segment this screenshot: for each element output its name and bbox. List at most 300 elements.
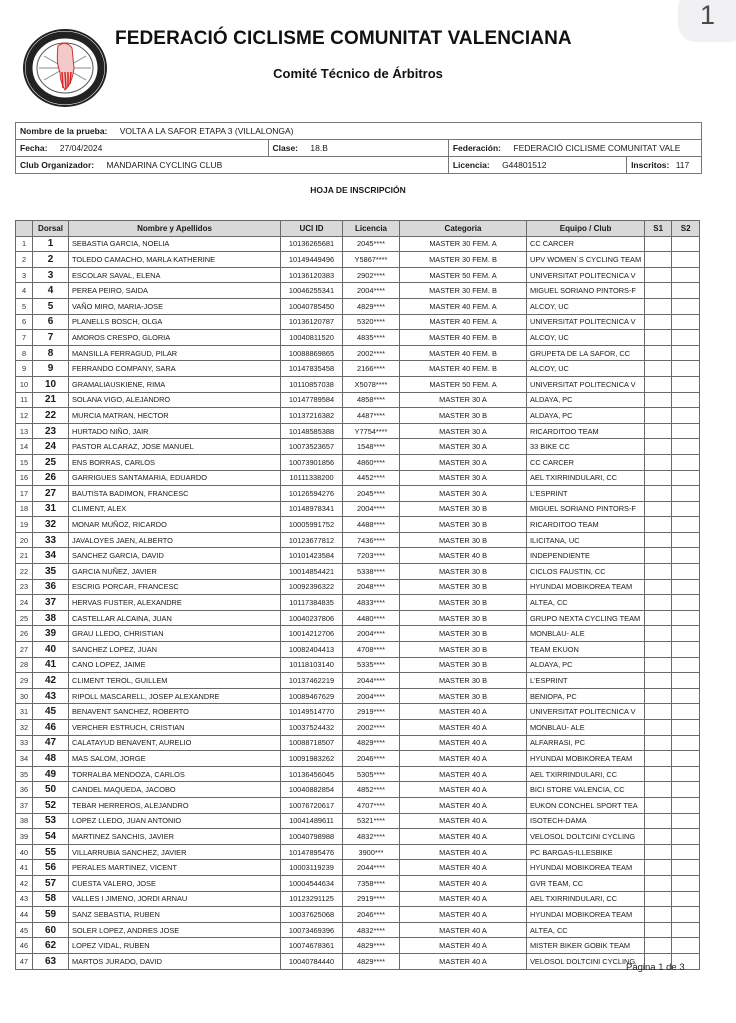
category: MASTER 30 FEM. B <box>400 252 527 268</box>
s2-cell <box>672 267 700 283</box>
class-value: 18.B <box>310 143 328 153</box>
s2-cell <box>672 298 700 314</box>
table-body <box>16 236 700 969</box>
table-row <box>16 688 700 704</box>
row-index: 29 <box>16 673 33 689</box>
dorsal: 21 <box>33 392 69 408</box>
rider-name: MAS SALOM, JORGE <box>69 751 281 767</box>
team: VELOSOL DOLTCINI CYCLING <box>527 953 645 969</box>
s2-cell <box>672 330 700 346</box>
category: MASTER 40 A <box>400 751 527 767</box>
team: AEL TXIRRINDULARI, CC <box>527 891 645 907</box>
team: BICI STORE VALENCIA, CC <box>527 782 645 798</box>
table-row <box>16 376 700 392</box>
s2-cell <box>672 610 700 626</box>
rider-name: PLANELLS BOSCH, OLGA <box>69 314 281 330</box>
team: HYUNDAI MOBIKOREA TEAM <box>527 907 645 923</box>
s1-cell <box>645 439 672 455</box>
table-row <box>16 236 700 252</box>
s2-cell <box>672 392 700 408</box>
team: HYUNDAI MOBIKOREA TEAM <box>527 579 645 595</box>
category: MASTER 40 FEM. A <box>400 298 527 314</box>
table-row <box>16 283 700 299</box>
date-label: Fecha: <box>20 143 48 153</box>
team: 33 BIKE CC <box>527 439 645 455</box>
team: CC CARCER <box>527 454 645 470</box>
rider-name: RIPOLL MASCARELL, JOSEP ALEXANDRE <box>69 688 281 704</box>
s2-cell <box>672 844 700 860</box>
rider-name: BAUTISTA BADIMON, FRANCESC <box>69 486 281 502</box>
table-row <box>16 392 700 408</box>
rider-name: SANZ SEBASTIA, RUBEN <box>69 907 281 923</box>
s2-cell <box>672 751 700 767</box>
uci-id: 10003119239 <box>281 860 343 876</box>
row-index: 16 <box>16 470 33 486</box>
dorsal: 9 <box>33 361 69 377</box>
s1-cell <box>645 797 672 813</box>
category: MASTER 40 A <box>400 766 527 782</box>
table-row <box>16 642 700 658</box>
licence: 4452**** <box>343 470 400 486</box>
rider-name: CUESTA VALERO, JOSE <box>69 875 281 891</box>
row-index: 22 <box>16 564 33 580</box>
rider-name: MANSILLA FERRAGUD, PILAR <box>69 345 281 361</box>
table-row <box>16 361 700 377</box>
dorsal: 39 <box>33 626 69 642</box>
dorsal: 7 <box>33 330 69 346</box>
uci-id: 10126594276 <box>281 486 343 502</box>
rider-name: GRAMALIAUSKIENE, RIMA <box>69 376 281 392</box>
uci-id: 10147789584 <box>281 392 343 408</box>
rider-name: CASTELLAR ALCAINA, JUAN <box>69 610 281 626</box>
team: INDEPENDIENTE <box>527 548 645 564</box>
row-index: 37 <box>16 797 33 813</box>
uci-id: 10136456045 <box>281 766 343 782</box>
dorsal: 36 <box>33 579 69 595</box>
s1-cell <box>645 376 672 392</box>
licence: 4487**** <box>343 408 400 424</box>
s2-cell <box>672 579 700 595</box>
uci-id: 10110857038 <box>281 376 343 392</box>
uci-id: 10073469396 <box>281 922 343 938</box>
rider-name: ESCRIG PORCAR, FRANCESC <box>69 579 281 595</box>
s2-cell <box>672 642 700 658</box>
team: HYUNDAI MOBIKOREA TEAM <box>527 751 645 767</box>
table-row <box>16 564 700 580</box>
team: MIGUEL SORIANO PINTORS-F <box>527 283 645 299</box>
dorsal: 38 <box>33 610 69 626</box>
category: MASTER 40 FEM. A <box>400 314 527 330</box>
s1-cell <box>645 283 672 299</box>
licence: Y5867**** <box>343 252 400 268</box>
row-index: 39 <box>16 829 33 845</box>
row-index: 43 <box>16 891 33 907</box>
s1-cell <box>645 361 672 377</box>
s1-cell <box>645 688 672 704</box>
row-index: 25 <box>16 610 33 626</box>
category: MASTER 40 A <box>400 735 527 751</box>
uci-id: 10137462219 <box>281 673 343 689</box>
licence-label: Licencia: <box>452 160 490 170</box>
s2-cell <box>672 860 700 876</box>
dorsal: 24 <box>33 439 69 455</box>
s1-cell <box>645 501 672 517</box>
category: MASTER 30 B <box>400 408 527 424</box>
rider-name: MARTOS JURADO, DAVID <box>69 953 281 969</box>
s1-cell <box>645 252 672 268</box>
category: MASTER 40 A <box>400 891 527 907</box>
dorsal: 56 <box>33 860 69 876</box>
s1-cell <box>645 236 672 252</box>
s1-cell <box>645 735 672 751</box>
dorsal: 50 <box>33 782 69 798</box>
row-index: 5 <box>16 298 33 314</box>
rider-name: SEBASTIA GARCIA, NOELIA <box>69 236 281 252</box>
s2-cell <box>672 252 700 268</box>
dorsal: 23 <box>33 423 69 439</box>
licence: 3900*** <box>343 844 400 860</box>
row-index: 11 <box>16 392 33 408</box>
uci-id: 10123291125 <box>281 891 343 907</box>
team: ALDAYA, PC <box>527 408 645 424</box>
uci-id: 10148585388 <box>281 423 343 439</box>
category: MASTER 40 A <box>400 922 527 938</box>
s1-cell <box>645 423 672 439</box>
row-index: 35 <box>16 766 33 782</box>
row-index: 10 <box>16 376 33 392</box>
category: MASTER 30 B <box>400 626 527 642</box>
table-row <box>16 673 700 689</box>
team: MIGUEL SORIANO PINTORS-F <box>527 501 645 517</box>
s1-cell <box>645 860 672 876</box>
category: MASTER 40 FEM. B <box>400 361 527 377</box>
s1-cell <box>645 657 672 673</box>
licence: 1548**** <box>343 439 400 455</box>
team: EUKON CONCHEL SPORT TEA <box>527 797 645 813</box>
uci-id: 10147835458 <box>281 361 343 377</box>
row-index: 17 <box>16 486 33 502</box>
rider-name: PERALES MARTINEZ, VICENT <box>69 860 281 876</box>
rider-name: GARCIA NUÑEZ, JAVIER <box>69 564 281 580</box>
dorsal: 26 <box>33 470 69 486</box>
team: VELOSOL DOLTCINI CYCLING <box>527 829 645 845</box>
row-index: 46 <box>16 938 33 954</box>
team: RICARDITOO TEAM <box>527 517 645 533</box>
rider-name: SOLER LOPEZ, ANDRES JOSE <box>69 922 281 938</box>
table-row <box>16 454 700 470</box>
category: MASTER 40 A <box>400 813 527 829</box>
rider-name: SANCHEZ GARCIA, DAVID <box>69 548 281 564</box>
col-header-licence: Licencia <box>343 221 400 237</box>
category: MASTER 30 B <box>400 642 527 658</box>
rider-name: CLIMENT TEROL, GUILLEM <box>69 673 281 689</box>
rider-name: MARTINEZ SANCHIS, JAVIER <box>69 829 281 845</box>
dorsal: 2 <box>33 252 69 268</box>
table-row <box>16 860 700 876</box>
licence: 4829**** <box>343 938 400 954</box>
s1-cell <box>645 548 672 564</box>
dorsal: 46 <box>33 720 69 736</box>
org-title: FEDERACIÓ CICLISME COMUNITAT VALENCIANA <box>115 28 572 49</box>
s1-cell <box>645 517 672 533</box>
uci-id: 10148978341 <box>281 501 343 517</box>
s2-cell <box>672 345 700 361</box>
rider-name: HURTADO NIÑO, JAIR <box>69 423 281 439</box>
category: MASTER 40 A <box>400 720 527 736</box>
licence: 5321**** <box>343 813 400 829</box>
dorsal: 55 <box>33 844 69 860</box>
class-label: Clase: <box>272 143 299 153</box>
row-index: 6 <box>16 314 33 330</box>
uci-id: 10040784440 <box>281 953 343 969</box>
table-row <box>16 532 700 548</box>
table-row <box>16 345 700 361</box>
row-index: 9 <box>16 361 33 377</box>
table-row <box>16 314 700 330</box>
s1-cell <box>645 875 672 891</box>
licence: 2902**** <box>343 267 400 283</box>
col-header-index <box>16 221 33 237</box>
category: MASTER 30 FEM. A <box>400 236 527 252</box>
s2-cell <box>672 766 700 782</box>
s2-cell <box>672 501 700 517</box>
licence: 2919**** <box>343 704 400 720</box>
uci-id: 10040785450 <box>281 298 343 314</box>
category: MASTER 30 B <box>400 532 527 548</box>
s1-cell <box>645 673 672 689</box>
dorsal: 53 <box>33 813 69 829</box>
row-index: 36 <box>16 782 33 798</box>
uci-id: 10037625068 <box>281 907 343 923</box>
licence: 7436**** <box>343 532 400 548</box>
uci-id: 10123677812 <box>281 532 343 548</box>
s2-cell <box>672 797 700 813</box>
uci-id: 10040811520 <box>281 330 343 346</box>
race-name-cell <box>16 123 702 140</box>
team: ALCOY, UC <box>527 298 645 314</box>
s1-cell <box>645 486 672 502</box>
team: AEL TXIRRINDULARI, CC <box>527 470 645 486</box>
table-row <box>16 486 700 502</box>
row-index: 33 <box>16 735 33 751</box>
licence: 2004**** <box>343 688 400 704</box>
s1-cell <box>645 532 672 548</box>
dorsal: 54 <box>33 829 69 845</box>
licence: 4858**** <box>343 392 400 408</box>
uci-id: 10088718507 <box>281 735 343 751</box>
category: MASTER 50 FEM. A <box>400 376 527 392</box>
rider-name: SOLANA VIGO, ALEJANDRO <box>69 392 281 408</box>
dorsal: 37 <box>33 595 69 611</box>
row-index: 31 <box>16 704 33 720</box>
table-header-row <box>16 221 700 237</box>
dorsal: 32 <box>33 517 69 533</box>
uci-id: 10136120787 <box>281 314 343 330</box>
s1-cell <box>645 330 672 346</box>
table-row <box>16 922 700 938</box>
page-indicator: Página 1 de 3 <box>626 962 685 973</box>
uci-id: 10005991752 <box>281 517 343 533</box>
row-index: 41 <box>16 860 33 876</box>
registration-table <box>15 220 700 970</box>
uci-id: 10014854421 <box>281 564 343 580</box>
uci-id: 10040237806 <box>281 610 343 626</box>
team: ALTEA, CC <box>527 595 645 611</box>
col-header-dorsal: Dorsal <box>33 221 69 237</box>
page-number-badge: 1 <box>678 0 736 42</box>
rider-name: VILLARRUBIA SANCHEZ, JAVIER <box>69 844 281 860</box>
s1-cell <box>645 813 672 829</box>
licence-value: G44801512 <box>502 160 547 170</box>
row-index: 7 <box>16 330 33 346</box>
category: MASTER 40 A <box>400 875 527 891</box>
col-header-uci-id: UCI ID <box>281 221 343 237</box>
rider-name: TORRALBA MENDOZA, CARLOS <box>69 766 281 782</box>
s1-cell <box>645 454 672 470</box>
team: ALCOY, UC <box>527 330 645 346</box>
licence: 4829**** <box>343 953 400 969</box>
licence: 2919**** <box>343 891 400 907</box>
s2-cell <box>672 704 700 720</box>
rider-name: SANCHEZ LOPEZ, JUAN <box>69 642 281 658</box>
dorsal: 60 <box>33 922 69 938</box>
rider-name: HERVAS FUSTER, ALEXANDRE <box>69 595 281 611</box>
licence: 2044**** <box>343 860 400 876</box>
table-row <box>16 439 700 455</box>
s2-cell <box>672 361 700 377</box>
licence: 4835**** <box>343 330 400 346</box>
licence: 4707**** <box>343 797 400 813</box>
licence: 7358**** <box>343 875 400 891</box>
licence: 2044**** <box>343 673 400 689</box>
col-header-team: Equipo / Club <box>527 221 645 237</box>
s2-cell <box>672 439 700 455</box>
uci-id: 10091983262 <box>281 751 343 767</box>
race-info-table <box>15 122 702 174</box>
category: MASTER 30 A <box>400 392 527 408</box>
rider-name: PASTOR ALCARAZ, JOSE MANUEL <box>69 439 281 455</box>
race-name-label: Nombre de la prueba: <box>20 126 108 136</box>
s1-cell <box>645 470 672 486</box>
team: L'ESPRINT <box>527 673 645 689</box>
rider-name: LOPEZ LLEDO, JUAN ANTONIO <box>69 813 281 829</box>
licence: 4833**** <box>343 595 400 611</box>
uci-id: 10147895476 <box>281 844 343 860</box>
dorsal: 6 <box>33 314 69 330</box>
category: MASTER 30 B <box>400 595 527 611</box>
team: BENIOPA, PC <box>527 688 645 704</box>
s1-cell <box>645 564 672 580</box>
team: HYUNDAI MOBIKOREA TEAM <box>527 860 645 876</box>
federation-label: Federación: <box>452 143 502 153</box>
team: MONBLAU- ALE <box>527 720 645 736</box>
col-header-s2: S2 <box>672 221 700 237</box>
team: ALDAYA, PC <box>527 392 645 408</box>
category: MASTER 40 A <box>400 844 527 860</box>
uci-id: 10101423584 <box>281 548 343 564</box>
s1-cell <box>645 720 672 736</box>
category: MASTER 40 A <box>400 953 527 969</box>
category: MASTER 30 B <box>400 657 527 673</box>
row-index: 2 <box>16 252 33 268</box>
dorsal: 5 <box>33 298 69 314</box>
row-index: 19 <box>16 517 33 533</box>
s1-cell <box>645 298 672 314</box>
uci-id: 10040798988 <box>281 829 343 845</box>
rider-name: CANO LOPEZ, JAIME <box>69 657 281 673</box>
row-index: 45 <box>16 922 33 938</box>
licence: 4852**** <box>343 782 400 798</box>
team: CC CARCER <box>527 236 645 252</box>
uci-id: 10082404413 <box>281 642 343 658</box>
dorsal: 62 <box>33 938 69 954</box>
licence: 2046**** <box>343 751 400 767</box>
table-row <box>16 829 700 845</box>
table-row <box>16 501 700 517</box>
table-row <box>16 891 700 907</box>
s2-cell <box>672 486 700 502</box>
team: UNIVERSITAT POLITECNICA V <box>527 267 645 283</box>
race-name-value: VOLTA A LA SAFOR ETAPA 3 (VILLALONGA) <box>119 126 294 136</box>
col-header-s1: S1 <box>645 221 672 237</box>
licence: 4480**** <box>343 610 400 626</box>
s2-cell <box>672 532 700 548</box>
dorsal: 27 <box>33 486 69 502</box>
team: CICLOS FAUSTIN, CC <box>527 564 645 580</box>
s1-cell <box>645 314 672 330</box>
category: MASTER 30 A <box>400 423 527 439</box>
dorsal: 49 <box>33 766 69 782</box>
row-index: 23 <box>16 579 33 595</box>
table-row <box>16 782 700 798</box>
row-index: 18 <box>16 501 33 517</box>
category: MASTER 30 A <box>400 486 527 502</box>
table-row <box>16 330 700 346</box>
uci-id: 10149514770 <box>281 704 343 720</box>
team: GRUPO NEXTA CYCLING TEAM <box>527 610 645 626</box>
uci-id: 10037524432 <box>281 720 343 736</box>
row-index: 8 <box>16 345 33 361</box>
dorsal: 10 <box>33 376 69 392</box>
team: UPV WOMEN´S CYCLING TEAM <box>527 252 645 268</box>
category: MASTER 30 B <box>400 688 527 704</box>
rider-name: TOLEDO CAMACHO, MARLA KATHERINE <box>69 252 281 268</box>
uci-id: 10111338200 <box>281 470 343 486</box>
dorsal: 45 <box>33 704 69 720</box>
dorsal: 63 <box>33 953 69 969</box>
s2-cell <box>672 564 700 580</box>
s2-cell <box>672 657 700 673</box>
table-row <box>16 252 700 268</box>
rider-name: JAVALOYES JAEN, ALBERTO <box>69 532 281 548</box>
s1-cell <box>645 751 672 767</box>
table-row <box>16 938 700 954</box>
dorsal: 25 <box>33 454 69 470</box>
organizer-value: MANDARINA CYCLING CLUB <box>106 160 223 170</box>
row-index: 12 <box>16 408 33 424</box>
s1-cell <box>645 626 672 642</box>
s1-cell <box>645 642 672 658</box>
licence: 4708**** <box>343 642 400 658</box>
team: MISTER BIKER GOBIK TEAM <box>527 938 645 954</box>
category: MASTER 30 B <box>400 501 527 517</box>
team: ILICITANA, UC <box>527 532 645 548</box>
team: ALCOY, UC <box>527 361 645 377</box>
table-row <box>16 610 700 626</box>
team: AEL TXIRRINDULARI, CC <box>527 766 645 782</box>
class-cell <box>268 140 448 157</box>
rider-name: VALLES I JIMENO, JORDI ARNAU <box>69 891 281 907</box>
